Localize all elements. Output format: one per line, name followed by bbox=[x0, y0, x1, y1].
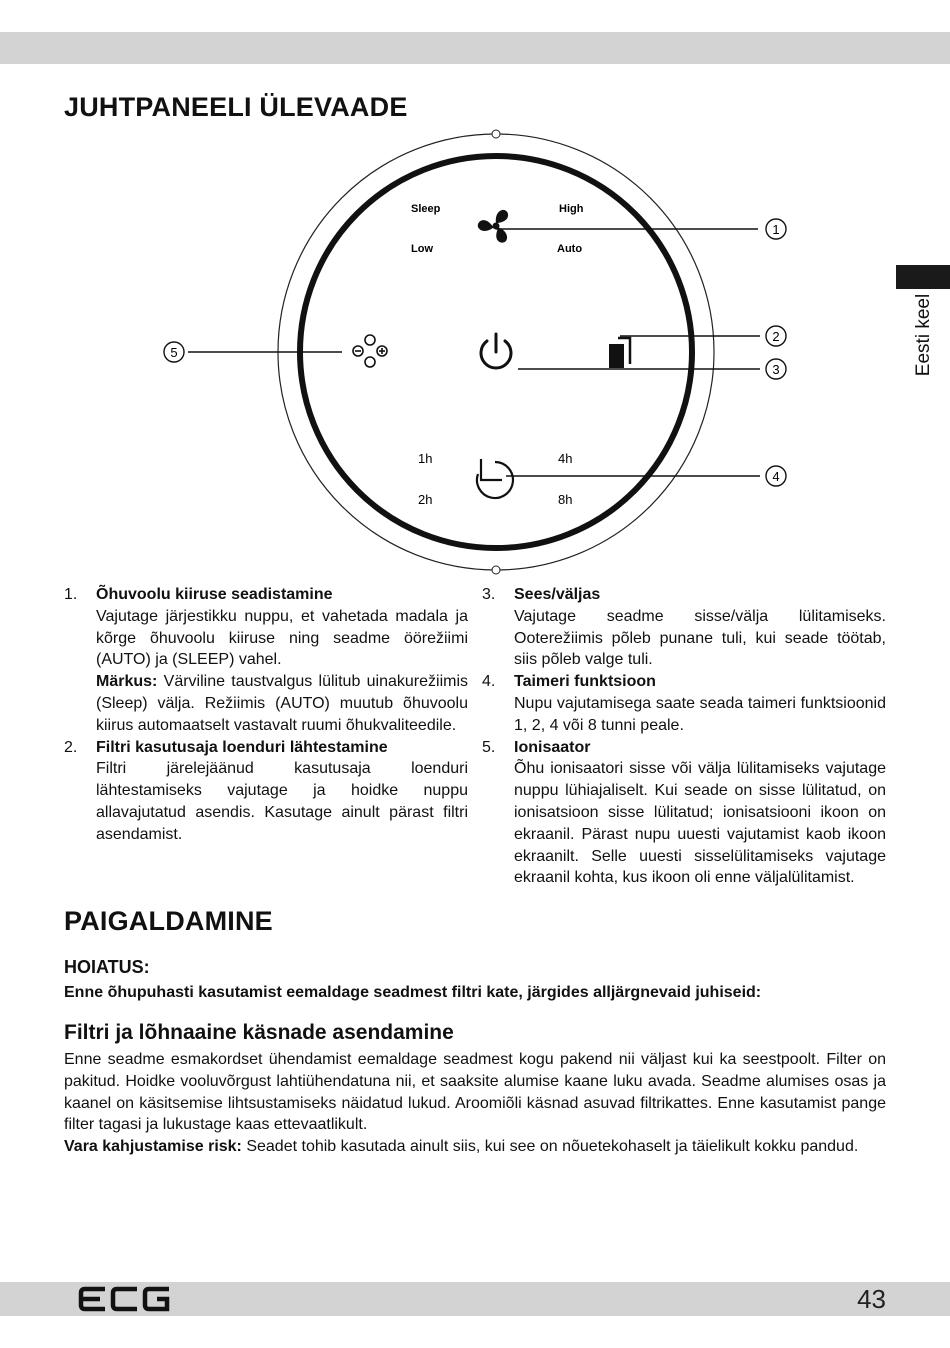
fan-icon bbox=[476, 210, 510, 245]
item-title: Õhuvoolu kiiruse seadistamine bbox=[96, 586, 333, 603]
subsection-title: Filtri ja lõhnaaine käsnade asendamine bbox=[64, 1021, 454, 1044]
item-number: 4. bbox=[482, 673, 496, 691]
ionizer-icon bbox=[353, 335, 387, 367]
control-panel-diagram bbox=[150, 128, 810, 578]
callout-1 bbox=[766, 219, 786, 239]
callout-4 bbox=[766, 466, 786, 486]
item-text: Filtri järelejäänud kasutusaja loenduri lähtestamiseks vajutage ja hoidke nuppu allavajutatud asendis. Kasutage ainult pärast filtri asendamist. bbox=[96, 760, 468, 843]
callout-5 bbox=[164, 342, 184, 362]
svg-text:2: 2 bbox=[772, 329, 780, 344]
label-2h: 2h bbox=[418, 492, 433, 507]
filter-icon bbox=[609, 338, 630, 368]
list-item bbox=[64, 737, 468, 846]
list-item bbox=[482, 671, 886, 736]
risk-label: Vara kahjustamise risk: bbox=[64, 1138, 242, 1155]
note-text: Värviline taustvalgus lülitub uinakurežiimis (Sleep) välja. Režiimis (AUTO) muutub õhuvoolu kiirus automaatselt vastavalt ruumi õhukvaliteedile. bbox=[96, 673, 468, 734]
label-high: High bbox=[559, 203, 584, 215]
top-notch bbox=[492, 130, 500, 138]
bottom-notch bbox=[492, 566, 500, 574]
svg-text:3: 3 bbox=[772, 362, 780, 377]
instructions-right-column bbox=[482, 584, 886, 889]
language-label: Eesti keel bbox=[913, 293, 934, 377]
risk-text: Seadet tohib kasutada ainult siis, kui see on nõuetekohaselt ja täielikult kokku pandud. bbox=[241, 1138, 859, 1155]
item-text: Vajutage järjestikku nuppu, et vahetada madala ja kõrge õhuvoolu kiiruse ning seadme öörežiimi (AUTO) ja (SLEEP) vahel. bbox=[96, 607, 468, 669]
item-text: Õhu ionisaatori sisse või välja lülitamiseks vajutage nuppu lühiajaliselt. Kui seade on sisse lülitatud, on ionisatsioon sisse lülitatud; ionisatsiooni ikoon on ekraanil. Pärast nupu uuesti vajutamist kaob ikoon ekraanilt. Selle uuesti sisselülitamiseks vajutage ekraanil kohta, kus ikoon oli enne väljalülitamist. bbox=[514, 760, 886, 887]
item-title: Filtri kasutusaja loenduri lähtestamine bbox=[96, 738, 388, 756]
label-sleep: Sleep bbox=[411, 203, 441, 215]
item-number: 2. bbox=[64, 738, 78, 756]
label-low: Low bbox=[411, 243, 433, 255]
section-title-installation: PAIGALDAMINE bbox=[64, 906, 273, 936]
item-title: Sees/väljas bbox=[514, 586, 601, 603]
risk-paragraph bbox=[64, 1136, 886, 1158]
page-number: 43 bbox=[857, 1284, 886, 1314]
warning-text: Enne õhupuhasti kasutamist eemaldage seadmest filtri kate, järgides alljärgnevaid juhiseid: bbox=[64, 984, 762, 1001]
item-title: Ionisaator bbox=[514, 738, 591, 756]
note-label: Märkus: bbox=[96, 673, 158, 691]
top-bar bbox=[0, 32, 950, 64]
item-number: 1. bbox=[64, 586, 78, 603]
page-title: JUHTPANEELI ÜLEVAADE bbox=[64, 92, 408, 122]
power-icon bbox=[481, 334, 511, 368]
list-item bbox=[482, 737, 886, 890]
language-tab bbox=[896, 265, 950, 289]
svg-text:5: 5 bbox=[170, 345, 178, 360]
label-4h: 4h bbox=[558, 451, 573, 466]
installation-paragraph: Enne seadme esmakordset ühendamist eemaldage seadmest kogu pakend nii väljast kui ka seestpoolt. Filter on pakitud. Hoidke vooluvõrgust lahtiühendatuna nii, et saaksite alumise kaane luku avada. Seadme alumises osas ja kaanel on käsitsemise lihtsustamiseks näidatud lukud. Aroomiõli käsnad asuvad filtrikattes. Enne kasutamist pange filter tagasi ja lukustage kaas ettevaatlikult. bbox=[64, 1051, 886, 1134]
svg-text:1: 1 bbox=[772, 222, 780, 237]
item-note bbox=[96, 671, 468, 736]
label-8h: 8h bbox=[558, 492, 573, 507]
svg-text:4: 4 bbox=[772, 469, 780, 484]
item-title: Taimeri funktsioon bbox=[514, 673, 656, 691]
timer-icon bbox=[477, 459, 513, 498]
label-1h: 1h bbox=[418, 451, 433, 466]
item-text: Nupu vajutamisega saate seada taimeri funktsioonid 1, 2, 4 või 8 tunni peale. bbox=[514, 694, 886, 734]
callout-2 bbox=[766, 326, 786, 346]
ecg-logo bbox=[78, 1285, 172, 1313]
instructions-left-column bbox=[64, 584, 468, 846]
item-number: 3. bbox=[482, 586, 496, 603]
item-text: Vajutage seadme sisse/välja lülitamiseks. Ooterežiimis põleb punane tuli, kui seade töötab, siis põleb valge tuli. bbox=[514, 607, 886, 669]
list-item bbox=[64, 584, 468, 737]
callout-3 bbox=[766, 359, 786, 379]
label-auto: Auto bbox=[557, 243, 583, 255]
list-item bbox=[482, 584, 886, 671]
item-number: 5. bbox=[482, 738, 496, 756]
warning-heading: HOIATUS: bbox=[64, 957, 150, 977]
